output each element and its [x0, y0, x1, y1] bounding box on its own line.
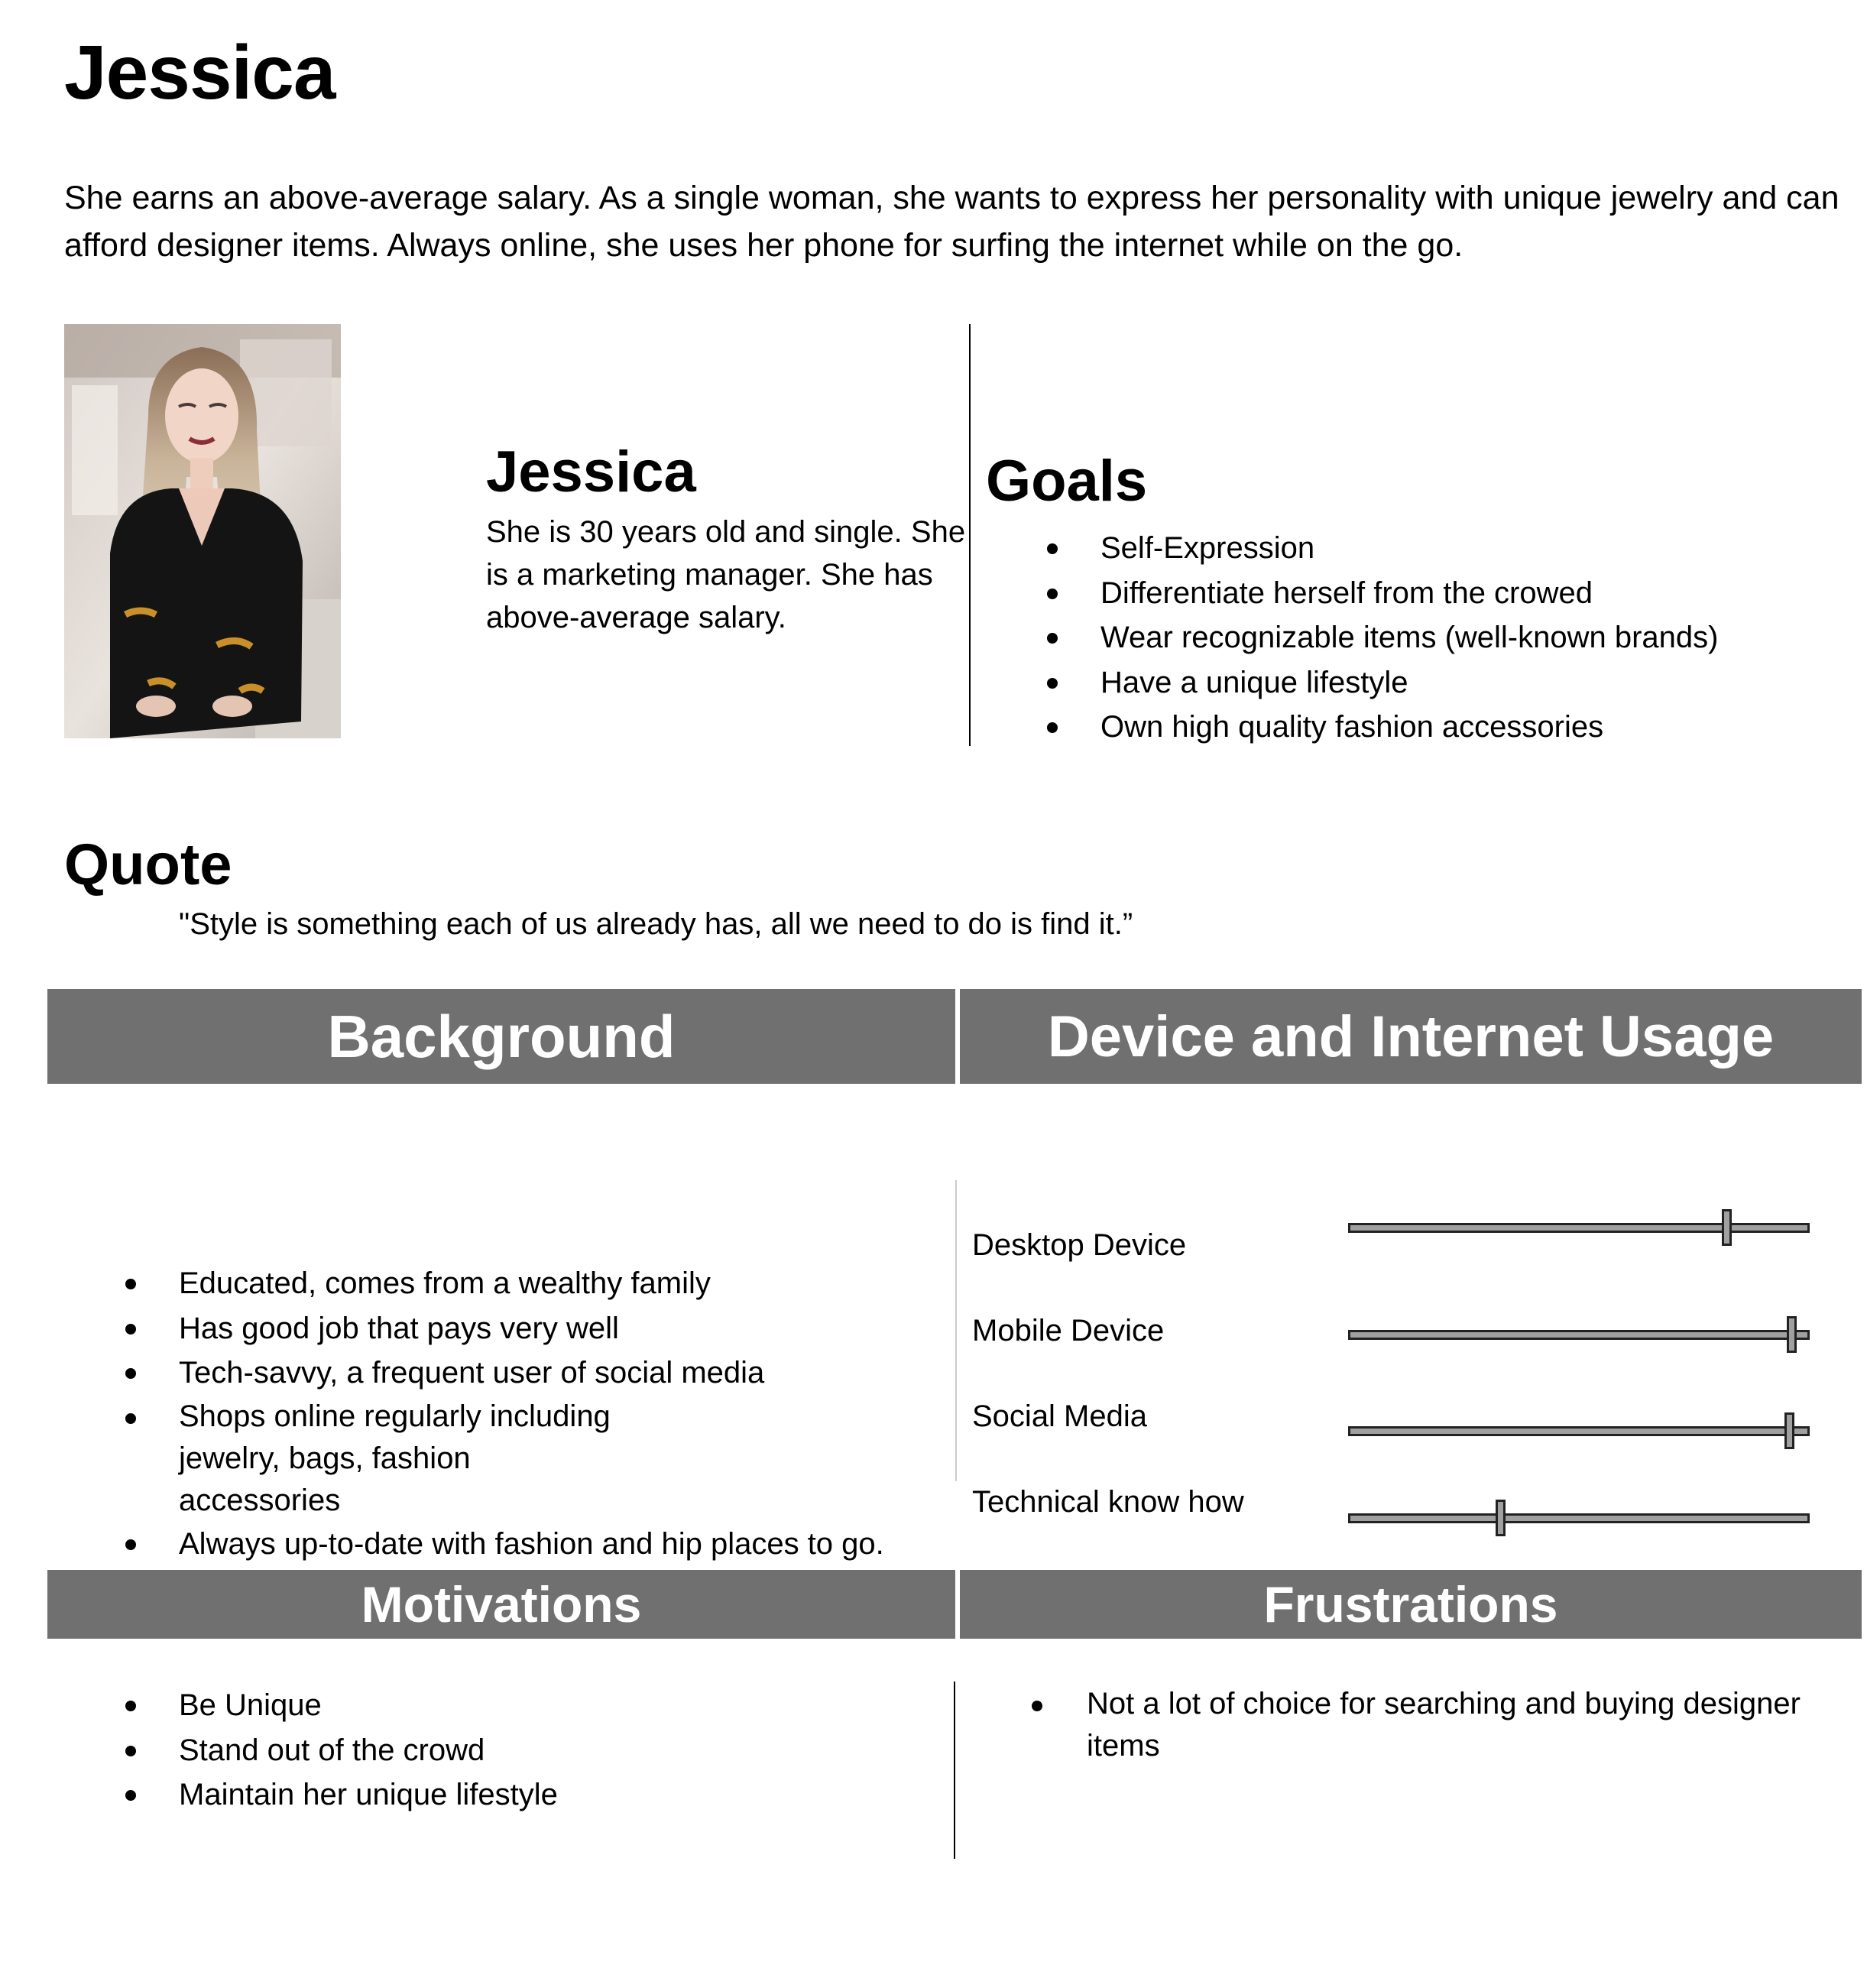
motivations-header: Motivations — [47, 1570, 955, 1639]
vertical-divider — [955, 1180, 957, 1481]
vertical-divider — [954, 1682, 955, 1859]
persona-photo — [64, 324, 341, 738]
goals-list — [986, 526, 1849, 750]
profile-name: Jessica — [486, 439, 696, 504]
slider-handle-mobile — [1787, 1316, 1797, 1353]
list-item: Wear recognizable items (well-known brands) — [986, 615, 1849, 660]
list-item: Self-Expression — [986, 526, 1849, 571]
list-item: Has good job that pays very well — [64, 1306, 951, 1351]
usage-label-mobile: Mobile Device — [972, 1314, 1165, 1347]
slider-track-desktop — [1348, 1223, 1810, 1233]
list-item: Stand out of the crowd — [64, 1728, 943, 1773]
list-item: Shops online regularly including jewelry, bags, fashion accessories — [64, 1396, 951, 1522]
usage-label-desktop: Desktop Device — [972, 1228, 1187, 1262]
usage-label-technical: Technical know how — [972, 1485, 1244, 1519]
profile-description: She is 30 years old and single. She is a marketing manager. She has above-average salary. — [486, 515, 966, 634]
list-item: Be Unique — [64, 1683, 943, 1728]
page-title: Jessica — [64, 30, 335, 115]
slider-handle-desktop — [1722, 1209, 1732, 1246]
slider-track-social — [1348, 1426, 1810, 1436]
vertical-divider — [969, 324, 971, 746]
background-header: Background — [47, 989, 955, 1084]
list-item: Have a unique lifestyle — [986, 660, 1849, 705]
slider-handle-technical — [1496, 1500, 1506, 1536]
list-item: Not a lot of choice for searching and buying designer items — [971, 1683, 1849, 1767]
list-item: Maintain her unique lifestyle — [64, 1772, 943, 1818]
quote-text: "Style is something each of us already has, all we need to do is find it.” — [179, 907, 1133, 941]
portrait-photo-icon — [64, 324, 341, 738]
list-item: Tech-savvy, a frequent user of social media — [64, 1351, 951, 1396]
background-list — [64, 1261, 951, 1566]
intro-paragraph: She earns an above-average salary. As a single woman, she wants to express her personality with unique jewelry and can afford designer items. Always online, she uses her phone for surfing the internet while on the go. — [64, 180, 1839, 264]
slider-track-mobile — [1348, 1330, 1810, 1340]
device-usage-header: Device and Internet Usage — [960, 989, 1862, 1084]
list-item: Differentiate herself from the crowed — [986, 571, 1849, 616]
list-item: Educated, comes from a wealthy family — [64, 1261, 951, 1306]
slider-handle-social — [1784, 1412, 1794, 1449]
list-item: Always up-to-date with fashion and hip places to go. — [64, 1522, 951, 1567]
slider-track-technical — [1348, 1513, 1810, 1523]
frustrations-header: Frustrations — [960, 1570, 1862, 1639]
motivations-list — [64, 1683, 943, 1818]
list-item: Own high quality fashion accessories — [986, 705, 1849, 750]
frustrations-list — [971, 1683, 1849, 1767]
goals-title: Goals — [986, 449, 1148, 514]
quote-title: Quote — [64, 832, 232, 897]
usage-label-social: Social Media — [972, 1399, 1148, 1433]
